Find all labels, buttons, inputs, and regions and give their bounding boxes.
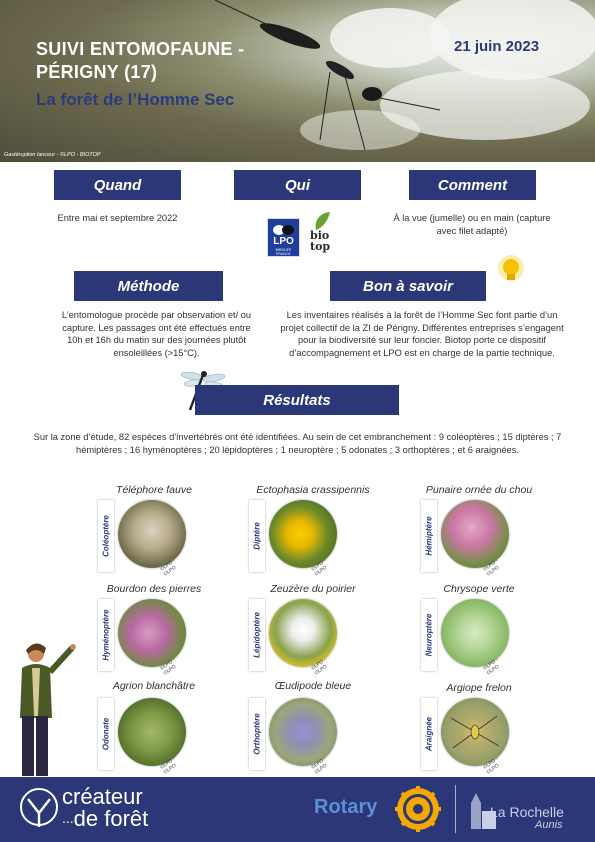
species-name: Œudipode bleue: [274, 680, 352, 692]
bird-icon: [268, 219, 299, 237]
section-header-methode: Méthode: [74, 271, 223, 301]
resultats-text: Sur la zone d’étude, 82 espèces d’invertébrés ont été identifiées. Au sein de cet embranchement : 9 coléoptères ; 15 diptères ; 7 hémiptères ; 16 hyménoptères ; 20 lépidoptères ; 1 neuroptère ; 5 odonates ; 3 orthoptères ; et 6 araignées.: [33, 432, 562, 455]
section-header-quand: Quand: [54, 170, 181, 200]
section-header-qui: Qui: [234, 170, 361, 200]
comment-text: À la vue (jumelle) ou en main (capture avec filet adapté): [393, 213, 551, 236]
species-order-tag: Hémiptère: [421, 500, 437, 572]
section-header-bon-a-savoir: Bon à savoir: [330, 271, 486, 301]
photo-credit: Gastéruption lanceur - ©LPO - BIOTOP: [4, 152, 101, 158]
character-illustration: [8, 638, 78, 780]
rotary-wheel-icon: [394, 785, 442, 833]
species-order-tag: Neuroptère: [421, 599, 437, 671]
species-card: Odonate ©LPO - ©LPO: [98, 698, 190, 770]
methode-text: L’entomologue procède par observation et/ ou capture. Les passages ont été effectués entre 10h et 16h du matin sur des journées plutôt ensoleillées (>15°C).: [61, 310, 252, 358]
species-name: Téléphore fauve: [116, 484, 192, 496]
createur-de-foret-logo: créateur ...de forêt: [62, 784, 149, 831]
species-card: Diptère ©LPO - ©LPO: [249, 500, 341, 572]
report-date: 21 juin 2023: [454, 38, 540, 55]
species-name: Argiope frelon: [446, 682, 512, 694]
footer-divider: [455, 785, 456, 833]
bon-a-savoir-text: Les inventaires réalisés à la forêt de l’Homme Sec font partie d’un projet collectif de la ZI de Périgny. Différentes entreprises s’engagent pour la biodiversité sur leur foncier. Biotop porte ce dispositif d’accompagnement et LPO est en charge de la partie technique.: [280, 310, 564, 358]
species-card: Orthoptère ©LPO - ©LPO: [249, 698, 341, 770]
species-order-tag: Orthoptère: [249, 698, 265, 770]
lpo-logo: LPO BIRDLIFE FRANCE: [267, 218, 300, 257]
biotop-logo: bio top: [310, 210, 338, 260]
species-name: Agrion blanchâtre: [112, 680, 196, 692]
species-name: Zeuzère du poirier: [270, 583, 356, 595]
species-order-tag: Diptère: [249, 500, 265, 572]
createur-de-foret-logo-icon: [18, 785, 60, 833]
species-name: Chrysope verte: [443, 583, 515, 595]
species-card: Araignée ©LPO - ©LPO: [421, 698, 513, 770]
aunis-label: Aunis: [535, 819, 563, 831]
rotary-logo-text: Rotary: [314, 796, 378, 818]
species-name: Ectophasia crassipennis: [256, 484, 370, 496]
page-subtitle: La forêt de l’Homme Sec: [36, 90, 235, 109]
species-order-tag: Lépidoptère: [249, 599, 265, 671]
species-order-tag: Coléoptère: [98, 500, 114, 572]
species-order-tag: Araignée: [421, 698, 437, 770]
species-card: Neuroptère ©LPO - ©LPO: [421, 599, 513, 671]
quand-text: Entre mai et septembre 2022: [57, 213, 178, 223]
species-card: Lépidoptère ©LPO - ©LPO: [249, 599, 341, 671]
lightbulb-icon: [496, 253, 526, 287]
species-card: Coléoptère ©LPO - ©LPO: [98, 500, 190, 572]
species-card: Hémiptère ©LPO - ©LPO: [421, 500, 513, 572]
species-name: Punaire ornée du chou: [425, 484, 533, 496]
species-order-tag: Hyménoptère: [98, 599, 114, 671]
footer: [0, 777, 595, 842]
species-order-tag: Odonate: [98, 698, 114, 770]
species-card: Hyménoptère ©LPO - ©LPO: [98, 599, 190, 671]
page-title: SUIVI ENTOMOFAUNE - PÉRIGNY (17): [36, 39, 245, 82]
species-name: Bourdon des pierres: [106, 583, 202, 595]
section-header-comment: Comment: [409, 170, 536, 200]
la-rochelle-label: La Rochelle: [490, 804, 564, 820]
section-header-resultats: Résultats: [195, 385, 399, 415]
